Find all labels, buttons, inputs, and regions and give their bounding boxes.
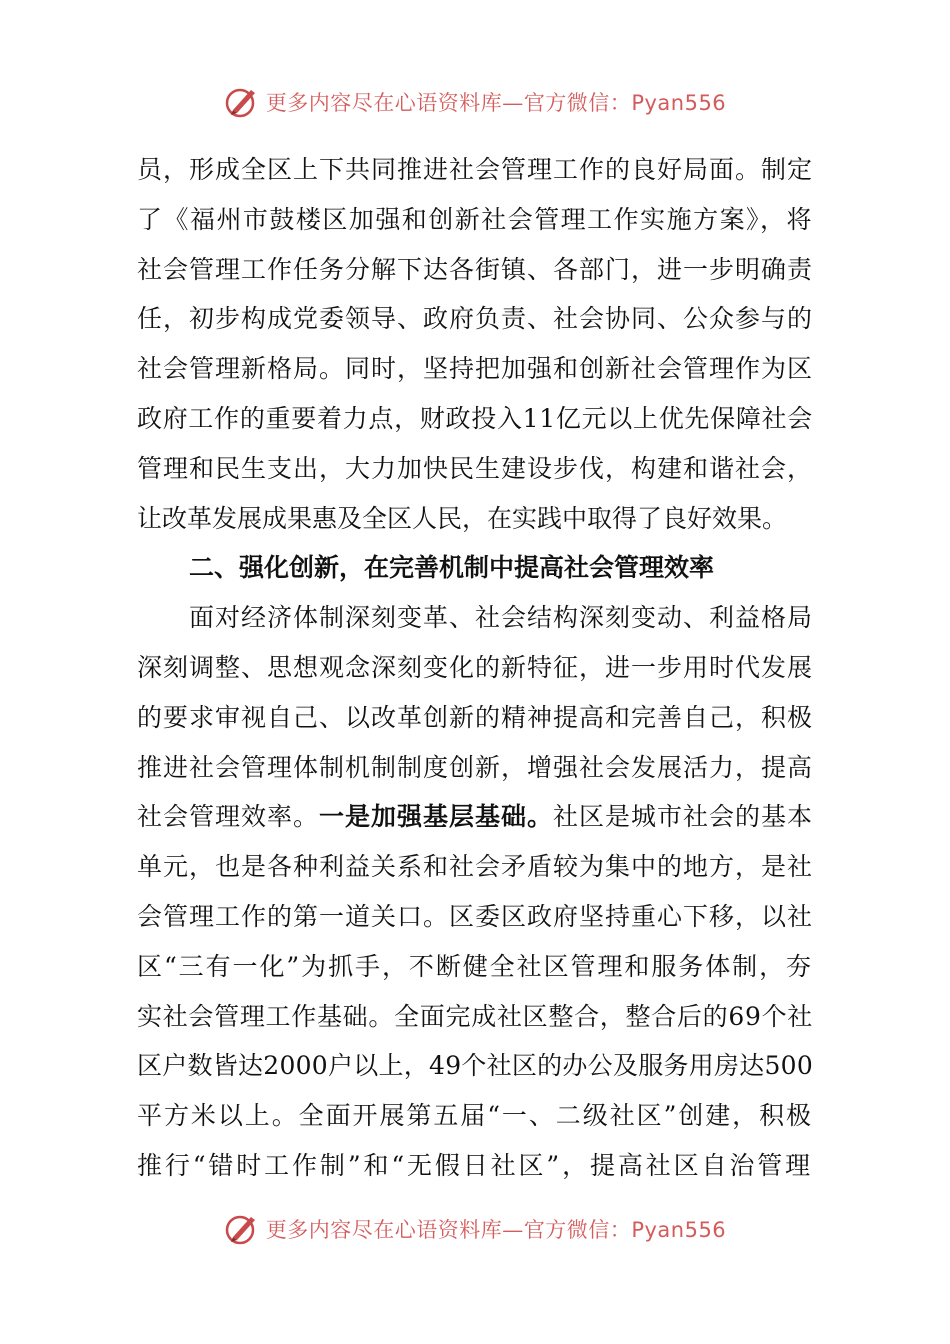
line-text: 社会管理工作任务分解下达各街镇、各部门，进一步明确责: [137, 254, 813, 284]
line-text: 社会管理新格局。同时，坚持把加强和创新社会管理作为区: [137, 354, 813, 384]
text-line: [137, 1141, 813, 1191]
line-text: 推行“错时工作制”和“无假日社区”，提高社区自治管理: [137, 1150, 813, 1180]
pen-logo-icon: [224, 84, 260, 120]
text-line: [137, 842, 813, 892]
text-line: [137, 494, 813, 544]
line-text: 区户数皆达2000户以上，49个社区的办公及服务用房达500: [137, 1051, 813, 1081]
line-text: 政府工作的重要着力点，财政投入11亿元以上优先保障社会: [137, 403, 813, 433]
watermark-wechat-id: Pyan556: [631, 1218, 727, 1242]
text-line: [137, 344, 813, 394]
text-line: [137, 992, 813, 1042]
text-line: [137, 892, 813, 942]
line-text: 员，形成全区上下共同推进社会管理工作的良好局面。制定: [137, 155, 813, 184]
line-text: 区“三有一化”为抓手，不断健全社区管理和服务体制，夯: [137, 951, 813, 981]
text-line: [137, 643, 813, 693]
text-line: [137, 693, 813, 743]
watermark-text: [266, 87, 726, 117]
text-line: [137, 1091, 813, 1141]
pen-logo-icon: [224, 1211, 260, 1247]
text-line: [137, 245, 813, 295]
watermark-text: [266, 1214, 726, 1244]
line-text: 管理和民生支出，大力加快民生建设步伐，构建和谐社会，: [137, 453, 813, 483]
line-text: 面对经济体制深刻变革、社会结构深刻变动、利益格局: [189, 603, 813, 633]
line-text-bold: 一是加强基层基础。: [319, 802, 553, 832]
line-text-after: 社区是城市社会的基本: [553, 802, 813, 832]
section-heading: [137, 543, 813, 593]
line-text: 推进社会管理体制机制制度创新，增强社会发展活力，提高: [137, 752, 813, 782]
line-text: 单元，也是各种利益关系和社会矛盾较为集中的地方，是社: [137, 852, 813, 882]
watermark-banner-top: [0, 80, 950, 124]
watermark-suffix: 官方微信：: [523, 91, 632, 115]
line-text: 会管理工作的第一道关口。区委区政府坚持重心下移，以社: [137, 901, 813, 931]
text-line: [137, 195, 813, 245]
line-text: 实社会管理工作基础。全面完成社区整合，整合后的69个社: [137, 1001, 813, 1031]
text-line: [137, 593, 813, 643]
text-line-with-bold: [137, 792, 813, 842]
text-line: [137, 1041, 813, 1091]
text-line: [137, 444, 813, 494]
text-line: [137, 394, 813, 444]
text-line: [137, 743, 813, 793]
line-text-before: 社会管理效率。: [137, 802, 319, 832]
text-line: [137, 294, 813, 344]
document-body: [137, 145, 813, 1191]
watermark-prefix: 更多内容尽在心语资料库—: [265, 1218, 524, 1242]
watermark-wechat-id: Pyan556: [631, 91, 727, 115]
watermark-suffix: 官方微信：: [523, 1218, 632, 1242]
watermark-prefix: 更多内容尽在心语资料库—: [265, 91, 524, 115]
line-text: 了《福州市鼓楼区加强和创新社会管理工作实施方案》，将: [137, 204, 813, 234]
line-text: 深刻调整、思想观念深刻变化的新特征，进一步用时代发展: [137, 652, 813, 682]
line-text: 让改革发展成果惠及全区人民，在实践中取得了良好效果。: [137, 503, 788, 533]
text-line: [137, 145, 813, 195]
watermark-banner-bottom: [0, 1207, 950, 1251]
line-text: 平方米以上。全面开展第五届“一、二级社区”创建，积极: [137, 1101, 813, 1131]
heading-text: 二、强化创新，在完善机制中提高社会管理效率: [189, 553, 715, 583]
text-line: [137, 942, 813, 992]
line-text: 的要求审视自己、以改革创新的精神提高和完善自己，积极: [137, 702, 813, 732]
line-text: 任，初步构成党委领导、政府负责、社会协同、公众参与的: [137, 304, 813, 334]
